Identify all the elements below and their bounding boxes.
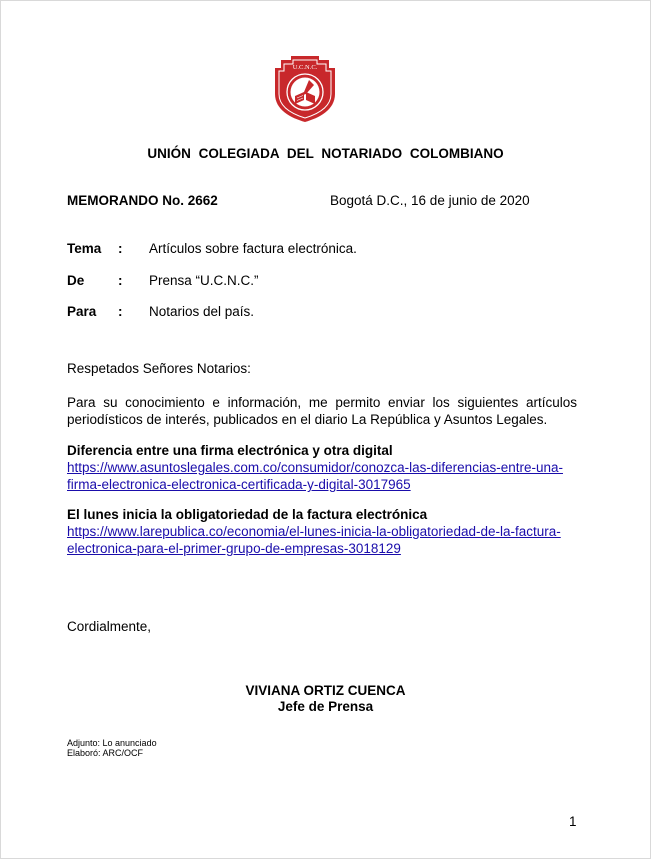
organization-title: UNIÓN COLEGIADA DEL NOTARIADO COLOMBIANO xyxy=(147,146,504,161)
field-label-de: De xyxy=(67,273,85,288)
link-line[interactable]: https://www.asuntoslegales.com.co/consumidor/conozca-las-diferencias-entre-una- xyxy=(67,460,563,475)
field-value-de: Prensa “U.C.N.C.” xyxy=(149,273,259,288)
ucnc-seal-logo xyxy=(273,54,337,124)
memo-number: MEMORANDO No. 2662 xyxy=(67,193,218,208)
memo-date: Bogotá D.C., 16 de junio de 2020 xyxy=(330,193,530,208)
page-number: 1 xyxy=(569,814,577,829)
intro-paragraph xyxy=(67,394,577,428)
link-line[interactable]: electronica-para-el-primer-grupo-de-empresas-3018129 xyxy=(67,541,401,556)
article-title: Diferencia entre una firma electrónica y otra digital xyxy=(67,443,393,458)
article-link[interactable] xyxy=(67,459,563,493)
paragraph-line: Para su conocimiento e información, me permito enviar los siguientes artículos xyxy=(67,395,577,410)
paragraph-line: periodísticos de interés, publicados en el diario La República y Asuntos Legales. xyxy=(67,412,548,427)
field-colon: : xyxy=(118,304,123,319)
field-colon: : xyxy=(118,273,123,288)
article-title: El lunes inicia la obligatoriedad de la factura electrónica xyxy=(67,507,428,522)
field-label-para: Para xyxy=(67,304,97,319)
link-line[interactable]: firma-electronica-electronica-certificada-y-digital-3017965 xyxy=(67,477,411,492)
salutation: Respetados Señores Notarios: xyxy=(67,361,251,376)
logo-text: U.C.N.C. xyxy=(292,64,318,71)
field-value-tema: Artículos sobre factura electrónica. xyxy=(149,241,357,256)
article-link[interactable] xyxy=(67,523,561,557)
link-line[interactable]: https://www.larepublica.co/economia/el-lunes-inicia-la-obligatoriedad-de-la-factura- xyxy=(67,524,561,539)
closing-farewell: Cordialmente, xyxy=(67,619,152,634)
prepared-by-note: Elaboró: ARC/OCF xyxy=(67,748,144,758)
field-colon: : xyxy=(118,241,123,256)
field-value-para: Notarios del país. xyxy=(149,304,255,319)
attachment-note: Adjunto: Lo anunciado xyxy=(67,738,157,748)
signatory-name: VIVIANA ORTIZ CUENCA xyxy=(245,683,406,698)
signatory-role: Jefe de Prensa xyxy=(277,699,374,714)
field-label-tema: Tema xyxy=(67,241,102,256)
